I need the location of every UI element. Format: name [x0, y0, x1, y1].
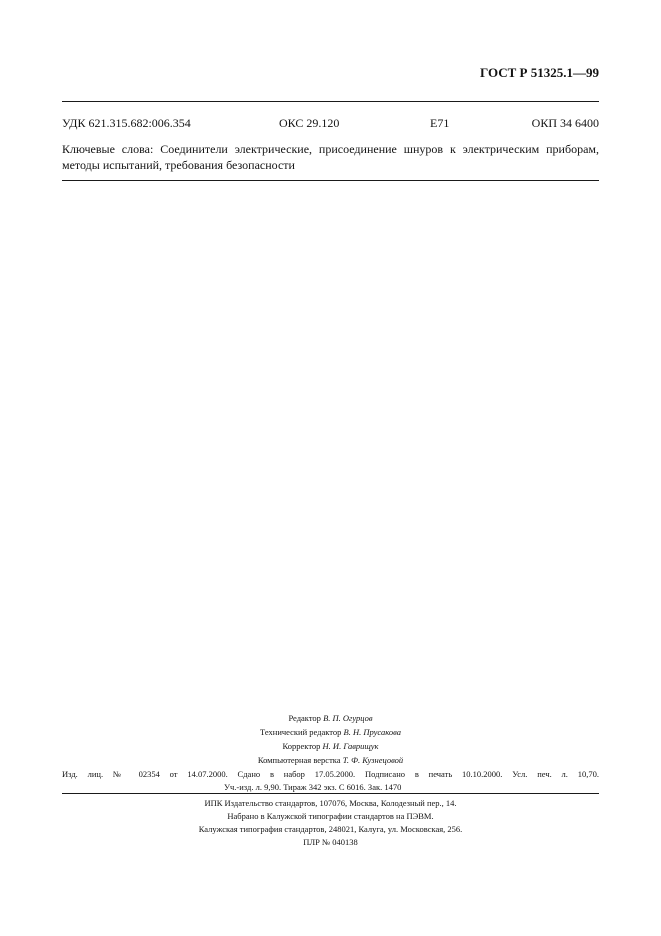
credit-role: Корректор	[282, 741, 321, 751]
publisher-line-4: ПЛР № 040138	[303, 837, 358, 847]
top-divider	[62, 101, 599, 102]
publisher-line-3: Калужская типография стандартов, 248021, Калуга, ул. Московская, 256.	[198, 824, 463, 834]
credit-name: В. П. Огурцов	[323, 713, 373, 723]
credit-editor	[62, 711, 599, 725]
okp-code: ОКП 34 6400	[531, 116, 599, 130]
keywords-divider	[62, 180, 599, 181]
publisher-line-2: Набрано в Калужской типографии стандартов на ПЭВМ.	[227, 811, 434, 821]
credit-role: Компьютерная верстка	[257, 755, 341, 765]
imprint-line-2: Уч.-изд. л. 9,90. Тираж 342 экз. С 6016. Зак. 1470	[224, 782, 402, 792]
imprint	[62, 768, 599, 794]
credit-role: Редактор	[288, 713, 321, 723]
keywords	[62, 141, 599, 173]
credit-tech-editor	[62, 725, 599, 739]
credit-role: Технический редактор	[260, 727, 342, 737]
credit-name: Н. И. Гаврищук	[322, 741, 379, 751]
keywords-label: Ключевые слова:	[62, 142, 154, 156]
oks-code: ОКС 29.120	[279, 116, 340, 130]
standard-id: ГОСТ Р 51325.1—99	[480, 65, 599, 80]
credit-name: В. Н. Прусакова	[343, 727, 401, 737]
credit-proofreader	[62, 739, 599, 753]
credit-name: Т. Ф. Кузнецовой	[342, 755, 404, 765]
imprint-divider	[62, 793, 599, 794]
publisher-info	[62, 797, 599, 849]
publisher-line-1: ИПК Издательство стандартов, 107076, Москва, Колодезный пер., 14.	[204, 798, 457, 808]
udk-code: УДК 621.315.682:006.354	[62, 116, 191, 130]
imprint-line-1: Изд. лиц. № 02354 от 14.07.2000. Сдано в набор 17.05.2000. Подписано в печать 10.10.2000. Усл. печ. л. 10,70.	[62, 769, 599, 779]
keywords-text: Соединители электрические, присоединение шнуров к электрическим приборам, методы испытаний, требования безопасности	[62, 142, 599, 172]
group-code: Е71	[430, 116, 450, 130]
credits	[62, 711, 599, 767]
credit-layout	[62, 753, 599, 767]
